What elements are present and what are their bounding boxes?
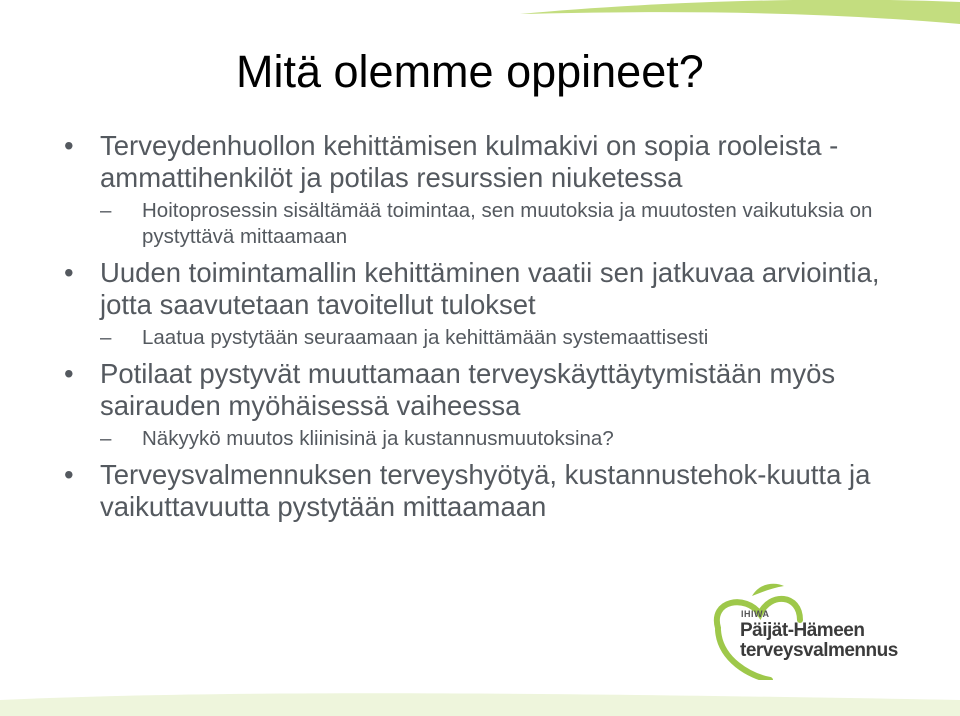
sub-bullet-item: – Laatua pystytään seuraamaan ja kehittämään systemaattisesti	[58, 325, 938, 351]
slide-title: Mitä olemme oppineet?	[236, 46, 704, 97]
logo-line-2: terveysvalmennus	[740, 640, 898, 661]
bullet-item: • Potilaat pystyvät muuttamaan terveyskäyttäytymistään myös sairauden myöhäisessä vaiheessa	[58, 358, 938, 422]
bottom-band	[0, 693, 960, 716]
bullet-item: • Uuden toimintamallin kehittäminen vaatii sen jatkuvaa arviointia, jotta saavutetaan tavoitellut tulokset	[58, 257, 938, 321]
sub-bullet-item: – Näkyykö muutos kliinisinä ja kustannusmuutoksina?	[58, 426, 938, 452]
logo-line-1: Päijät-Hämeen	[740, 620, 865, 641]
sub-bullet-item: – Hoitoprosessin sisältämää toimintaa, sen muutoksia ja muutosten vaikutuksia on pystyttävä mittaamaan	[58, 198, 938, 250]
bullet-item: • Terveydenhuollon kehittämisen kulmakivi on sopia rooleista - ammattihenkilöt ja potilas resurssien niuketessa	[58, 130, 938, 194]
top-swoosh	[520, 0, 960, 24]
bullet-list	[58, 130, 938, 527]
bullet-item: • Terveysvalmennuksen terveyshyötyä, kustannustehok-kuutta ja vaikuttavuutta pystytään mittaamaan	[58, 459, 938, 523]
logo-top-text: IHIWA	[741, 609, 770, 619]
